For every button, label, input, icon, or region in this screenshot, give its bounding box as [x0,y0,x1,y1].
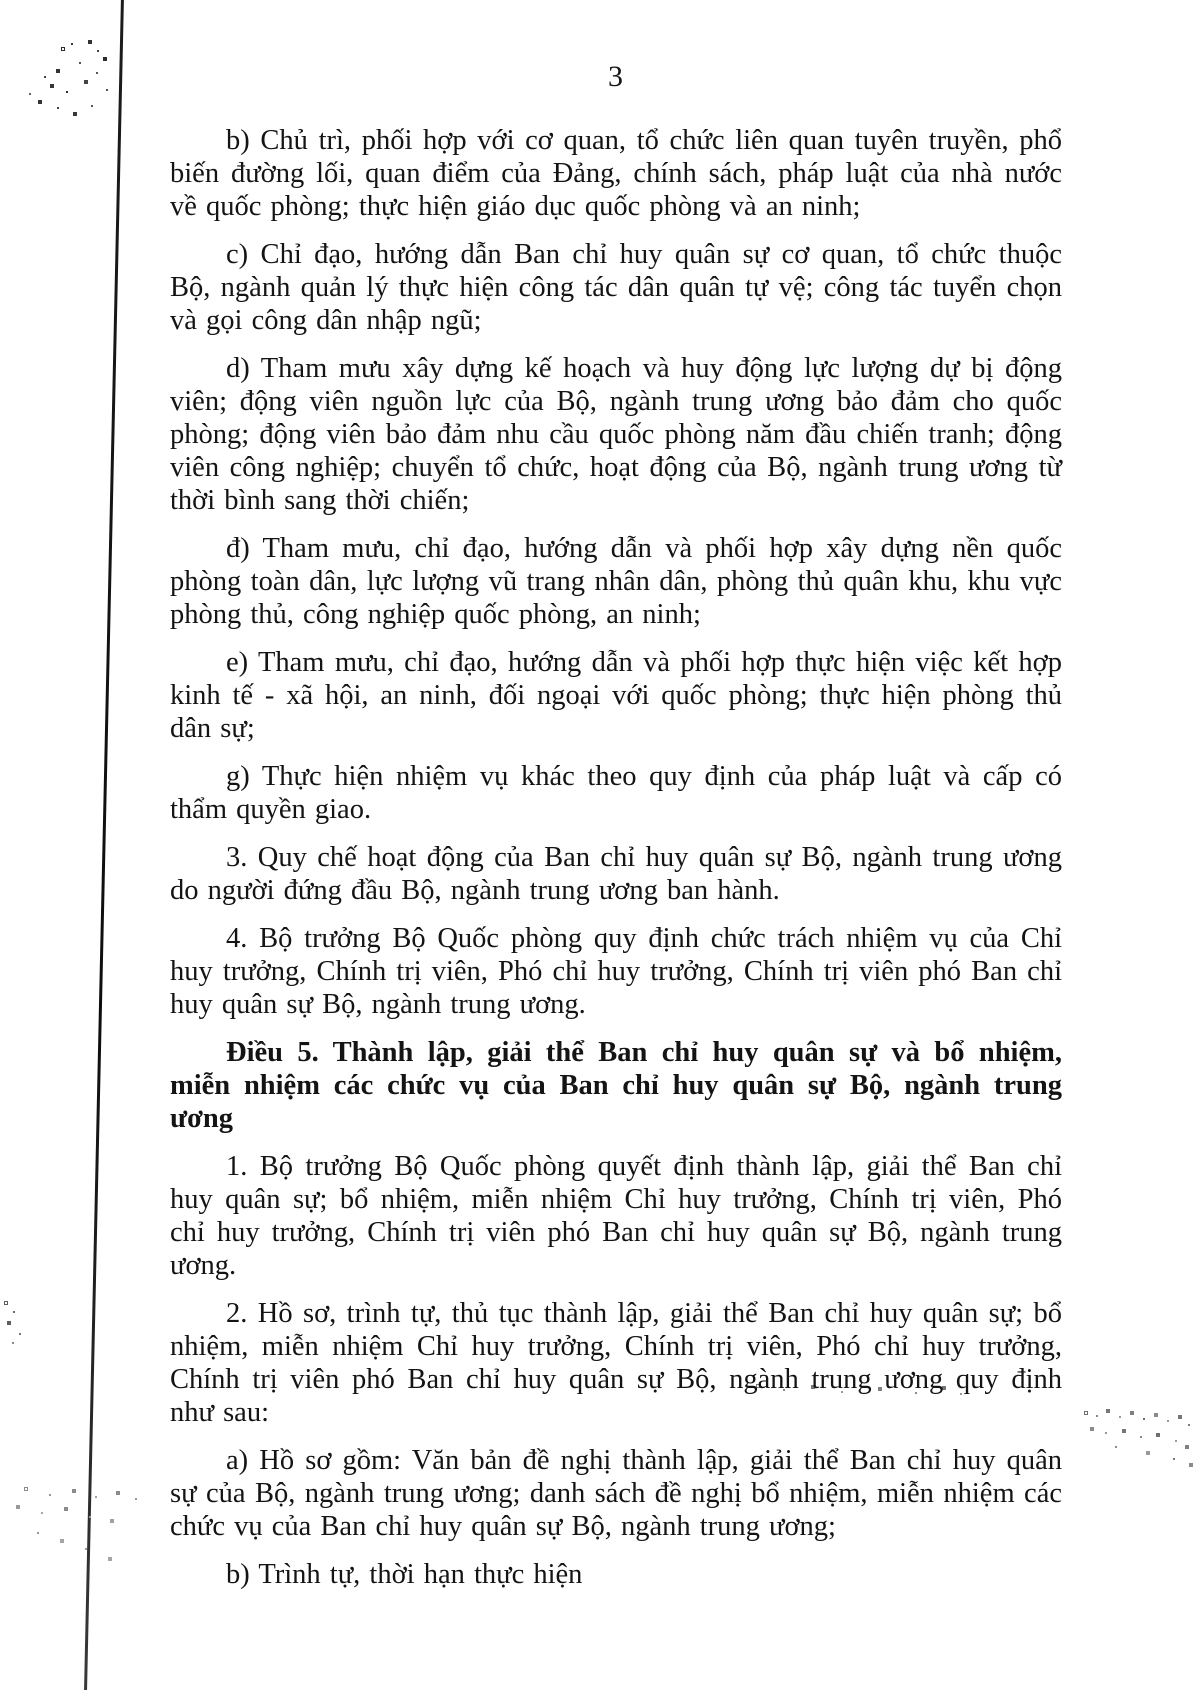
page-number: 3 [608,60,624,93]
noise-speckles-left-edge [5,1302,7,1304]
paragraph-point-a: a) Hồ sơ gồm: Văn bản đề nghị thành lập, giải thể Ban chỉ huy quân sự của Bộ, ngành trung ương; danh sách đề nghị bổ nhiệm, miễn nhiệm các chức vụ của Ban chỉ huy quân sự Bộ, ngành trung ương; [170,1445,1062,1542]
paragraph-point-e: e) Tham mưu, chỉ đạo, hướng dẫn và phối hợp thực hiện việc kết hợp kinh tế - xã hội, an ninh, đối ngoại với quốc phòng; thực hiện phòng thủ dân sự; [170,647,1062,744]
paragraph-point-b: b) Chủ trì, phối hợp với cơ quan, tổ chức liên quan tuyên truyền, phổ biến đường lối, quan điểm của Đảng, chính sách, pháp luật của nhà nước về quốc phòng; thực hiện giáo dục quốc phòng và an ninh; [170,125,1062,222]
paragraph-item-3: 3. Quy chế hoạt động của Ban chỉ huy quân sự Bộ, ngành trung ương do người đứng đầu Bộ, ngành trung ương ban hành. [170,842,1062,906]
paragraph-point-dd: đ) Tham mưu, chỉ đạo, hướng dẫn và phối hợp xây dựng nền quốc phòng toàn dân, lực lượng vũ trang nhân dân, phòng thủ quân khu, khu vực phòng thủ, công nghiệp quốc phòng, an ninh; [170,533,1062,630]
noise-speckles-top-left [62,48,64,50]
noise-speckles-right [1085,1412,1087,1414]
paragraph-point-b-trinh-tu: b) Trình tự, thời hạn thực hiện [226,1559,583,1590]
article-5-heading: Điều 5. Thành lập, giải thể Ban chỉ huy quân sự và bổ nhiệm, miễn nhiệm các chức vụ của Ban chỉ huy quân sự Bộ, ngành trung ương [170,1037,1062,1134]
paragraph-point-c: c) Chỉ đạo, hướng dẫn Ban chỉ huy quân sự cơ quan, tổ chức thuộc Bộ, ngành quản lý thực hiện công tác dân quân tự vệ; công tác tuyển chọn và gọi công dân nhập ngũ; [170,239,1062,336]
paragraph-point-d: d) Tham mưu xây dựng kế hoạch và huy động lực lượng dự bị động viên; động viên nguồn lực của Bộ, ngành trung ương bảo đảm cho quốc phòng; động viên bảo đảm nhu cầu quốc phòng năm đầu chiến tranh; động viên công nghiệp; chuyển tổ chức, hoạt động của Bộ, ngành trung ương từ thời bình sang thời chiến; [170,353,1062,516]
noise-speckles-bottom-left [25,1488,27,1490]
paragraph-point-g: g) Thực hiện nhiệm vụ khác theo quy định của pháp luật và cấp có thẩm quyền giao. [170,761,1062,825]
document-body [170,124,1062,1606]
scan-line-artifact [84,0,124,1690]
paragraph-item-1: 1. Bộ trưởng Bộ Quốc phòng quyết định thành lập, giải thể Ban chỉ huy quân sự; bổ nhiệm, miễn nhiệm Chỉ huy trưởng, Chính trị viên, Phó chỉ huy trưởng, Chính trị viên phó Ban chỉ huy quân sự Bộ, ngành trung ương. [170,1151,1062,1281]
paragraph-item-2: 2. Hồ sơ, trình tự, thủ tục thành lập, giải thể Ban chỉ huy quân sự; bổ nhiệm, miễn nhiệm Chỉ huy trưởng, Chính trị viên, Phó chỉ huy trưởng, Chính trị viên phó Ban chỉ huy quân sự Bộ, ngành trung ương quy định như sau: [170,1298,1062,1428]
paragraph-item-4: 4. Bộ trưởng Bộ Quốc phòng quy định chức trách nhiệm vụ của Chỉ huy trưởng, Chính trị viên, Phó chỉ huy trưởng, Chính trị viên phó Ban chỉ huy quân sự Bộ, ngành trung ương. [170,923,1062,1020]
